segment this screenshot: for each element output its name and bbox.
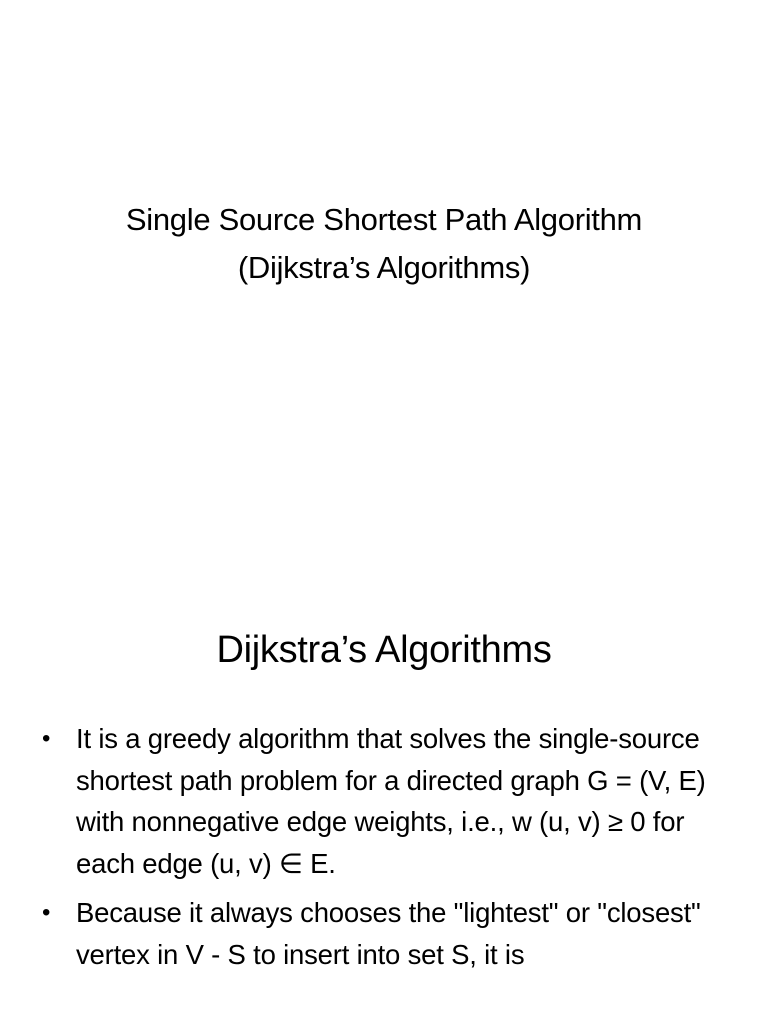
bullet-item-2 xyxy=(40,892,730,975)
bullet-text: It is a greedy algorithm that solves the single-source shortest path problem for a directed graph G = (V, E) with nonnegative edge weights, i.e., w (u, v) ≥ 0 for each edge (u, v) ∈ E. xyxy=(76,723,706,879)
slide-2-title: Dijkstra’s Algorithms xyxy=(216,629,552,671)
bullet-marker: • xyxy=(42,725,51,752)
slide-1-title xyxy=(40,196,728,292)
slide-1-title-line-1: Single Source Shortest Path Algorithm xyxy=(125,202,643,237)
slide-1-title-line-2: (Dijkstra’s Algorithms) xyxy=(237,250,531,285)
bullet-list xyxy=(40,718,730,983)
bullet-marker: • xyxy=(42,899,51,926)
slide-2 xyxy=(0,576,768,1024)
bullet-item-1 xyxy=(40,718,730,884)
bullet-text: Because it always chooses the "lightest" or "closest" vertex in V - S to insert into set S, it is xyxy=(76,897,701,970)
